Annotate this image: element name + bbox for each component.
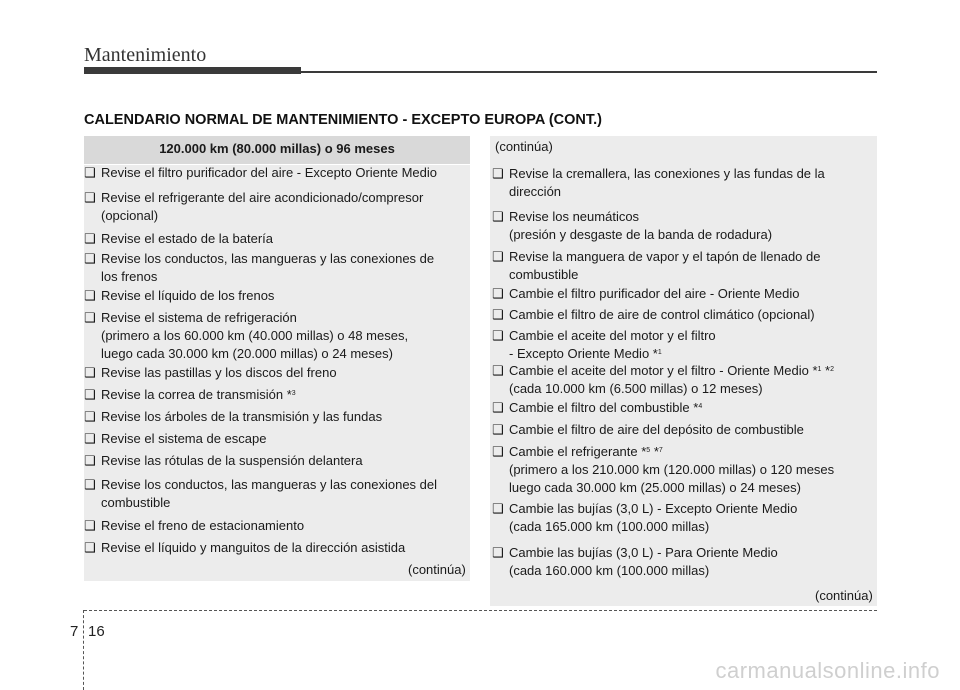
checkbox-icon: ❑	[84, 310, 96, 325]
checkbox-icon: ❑	[84, 190, 96, 205]
list-item: ❑ Revise la cremallera, las conexiones y las fundas de la dirección	[492, 166, 825, 199]
checkbox-icon: ❑	[492, 400, 504, 415]
list-item: ❑ Revise las rótulas de la suspensión delantera	[84, 453, 363, 468]
checkbox-icon: ❑	[492, 363, 504, 378]
list-item: ❑ Revise el freno de estacionamiento	[84, 518, 305, 533]
list-item: ❑ Revise el sistema de refrigeración (primero a los 60.000 km (40.000 millas) o 48 meses, luego cada 30.000 km (20.000 millas) o 24 meses)	[84, 310, 409, 361]
list-item: ❑ Revise el refrigerante del aire acondicionado/compresor (opcional)	[84, 190, 424, 223]
list-item: ❑ Revise el sistema de escape	[84, 431, 267, 446]
checkbox-icon: ❑	[84, 453, 96, 468]
checkbox-icon: ❑	[84, 477, 96, 492]
checkbox-icon: ❑	[492, 328, 504, 343]
continued-note-right-top: (continúa)	[495, 139, 553, 154]
checkbox-icon: ❑	[84, 387, 96, 402]
list-item: ❑ Revise la correa de transmisión *$^3$	[84, 387, 296, 402]
list-item: ❑ Cambie el filtro de aire de control climático (opcional)	[492, 307, 815, 322]
list-item: ❑ Revise los conductos, las mangueras y las conexiones de los frenos	[84, 251, 435, 284]
checkbox-icon: ❑	[492, 501, 504, 516]
list-item: ❑ Cambie el filtro de aire del depósito de combustible	[492, 422, 804, 437]
checkbox-icon: ❑	[492, 422, 504, 437]
checkbox-icon: ❑	[492, 249, 504, 264]
list-item: ❑ Revise los neumáticos (presión y desgaste de la banda de rodadura)	[492, 209, 773, 242]
list-item: ❑ Cambie el filtro purificador del aire - Oriente Medio	[492, 286, 800, 301]
checkbox-icon: ❑	[492, 166, 504, 181]
watermark: carmanualsonline.info	[715, 658, 940, 683]
checkbox-icon: ❑	[84, 409, 96, 424]
footer-rule	[84, 610, 877, 611]
list-item: ❑ Cambie el aceite del motor y el filtro - Oriente Medio *$^1$ *$^2$ (cada 10.000 km (6.500 millas) o 12 meses)	[492, 363, 834, 396]
list-item: ❑ Revise el estado de la batería	[84, 231, 273, 246]
checkbox-icon: ❑	[492, 444, 504, 459]
page-header-title: Mantenimiento	[84, 44, 207, 66]
list-item: ❑ Cambie las bujías (3,0 L) - Excepto Oriente Medio (cada 165.000 km (100.000 millas)	[492, 501, 798, 534]
continued-note-right-bottom: (continúa)	[815, 588, 873, 603]
checkbox-icon: ❑	[84, 365, 96, 380]
list-item: ❑ Revise el líquido y manguitos de la dirección asistida	[84, 540, 406, 555]
header-rule	[301, 71, 877, 73]
chapter-number: 7	[70, 623, 79, 640]
list-item: ❑ Revise los conductos, las mangueras y las conexiones del combustible	[84, 477, 438, 510]
list-item: ❑ Cambie las bujías (3,0 L) - Para Oriente Medio (cada 160.000 km (100.000 millas)	[492, 545, 778, 578]
checkbox-icon: ❑	[492, 286, 504, 301]
list-item: ❑ Revise el líquido de los frenos	[84, 288, 275, 303]
checkbox-icon: ❑	[84, 288, 96, 303]
list-item: ❑ Revise el filtro purificador del aire - Excepto Oriente Medio	[84, 165, 437, 180]
checkbox-icon: ❑	[84, 518, 96, 533]
page-number: 16	[88, 623, 105, 640]
checkbox-icon: ❑	[84, 540, 96, 555]
checkbox-icon: ❑	[492, 545, 504, 560]
footer-margin-rule	[83, 610, 84, 690]
list-item: ❑ Revise los árboles de la transmisión y las fundas	[84, 409, 383, 424]
list-item: ❑ Cambie el filtro del combustible *$^4$	[492, 400, 703, 415]
checkbox-icon: ❑	[84, 251, 96, 266]
list-item: ❑ Cambie el refrigerante *$^5$ *$^7$ (primero a los 210.000 km (120.000 millas) o 120 meses luego cada 30.000 km (25.000 millas) o 24 meses)	[492, 444, 835, 495]
header-bar	[84, 67, 301, 74]
list-item: ❑ Cambie el aceite del motor y el filtro - Excepto Oriente Medio *$^1$	[492, 328, 716, 361]
list-item: ❑ Revise las pastillas y los discos del freno	[84, 365, 337, 380]
left-panel-heading: 120.000 km (80.000 millas) o 96 meses	[84, 136, 470, 164]
checkbox-icon: ❑	[492, 209, 504, 224]
checkbox-icon: ❑	[492, 307, 504, 322]
checkbox-icon: ❑	[84, 231, 96, 246]
checkbox-icon: ❑	[84, 165, 96, 180]
list-item: ❑ Revise la manguera de vapor y el tapón de llenado de combustible	[492, 249, 821, 282]
continued-note-left: (continúa)	[408, 562, 466, 577]
section-title: CALENDARIO NORMAL DE MANTENIMIENTO - EXCEPTO EUROPA (CONT.)	[84, 112, 602, 128]
checkbox-icon: ❑	[84, 431, 96, 446]
